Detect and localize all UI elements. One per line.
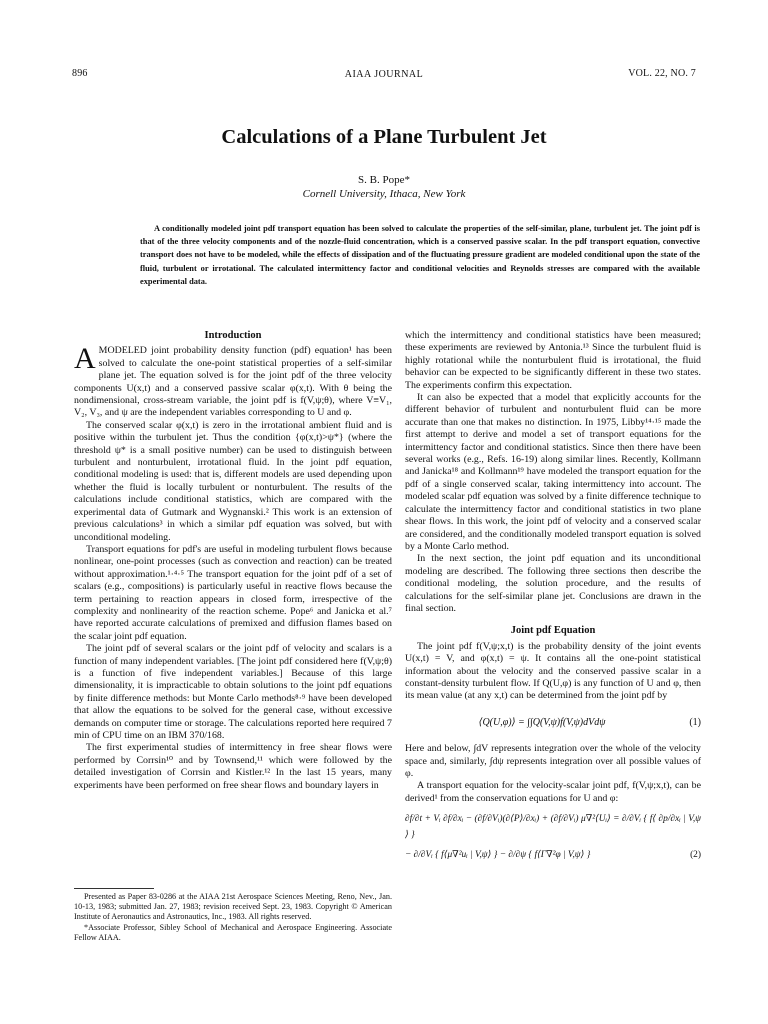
footnote-divider bbox=[74, 888, 154, 889]
page-number: 896 bbox=[72, 68, 88, 79]
equation-1-expression: ⟨Q(U,φ)⟩ = ∫∫Q(V,ψ)f(V,ψ)dVdψ bbox=[478, 716, 606, 728]
paper-title: Calculations of a Plane Turbulent Jet bbox=[221, 126, 547, 148]
equation-2-line-2: − ∂/∂Vᵢ { f⟨μ∇²uᵢ | V,ψ⟩ } − ∂/∂ψ { f⟨Γ∇²φ | V,ψ⟩ } bbox=[405, 850, 591, 861]
footnotes bbox=[74, 892, 392, 943]
paragraph: The conserved scalar φ(x,t) is zero in the irrotational ambient fluid and is positive within the turbulent jet. Thus the condition {φ(x,t)>ψ*} (where the threshold ψ* is a small positive number) can be used to distinguish between turbulent and nonturbulent, irrotational fluid. In the joint pdf equation, conditional modeling is used: that is, different models are used depending upon whether the fluid is locally turbulent or nonturbulent. The results of the calculations include conditional statistics, which are compared with the experimental data of Gutmark and Wygnanski.² This work is an extension of previous calculations³ in which a similar pdf equation was solved, but with unconditional modeling. bbox=[74, 419, 392, 543]
section-heading-introduction: Introduction bbox=[204, 330, 262, 341]
drop-cap: A bbox=[74, 342, 96, 376]
paragraph: The joint pdf f(V,ψ;x,t) is the probability density of the joint events U(x,t) = V, and φ(x,t) = ψ. It contains all the one-point statistical information about the velocity and the conserved passive scalar in a constant-density turbulent flow. If Q(U,φ) is any function of U and φ, then its mean value (at any x,t) can be determined from the joint pdf by bbox=[405, 640, 701, 702]
footnote-submission: Presented as Paper 83-0286 at the AIAA 21st Aerospace Sciences Meeting, Reno, Nev., Jan. 10-13, 1983; submitted Jan. 27, 1983; revision received Sept. 23, 1983. Copyright © American Institute of Aeronautics and Astronautics, Inc., 1983. All rights reserved. bbox=[74, 892, 392, 922]
intro-paragraph-text: MODELED joint probability density function (pdf) equation¹ has been solved to calculate the one-point statistical properties of a self-similar plane jet. The equation solved is for the joint pdf of the three velocity components U(x,t) and a conserved passive scalar φ(x,t). With θ being the nondimensional, cross-stream variable, the joint pdf is f(V,ψ;θ), where V≡V₁, V₂, V₃, and ψ are the independent variables corresponding to U and φ. bbox=[74, 345, 392, 419]
equation-1 bbox=[405, 717, 701, 729]
paragraph: The joint pdf of several scalars or the joint pdf of velocity and scalars is a function of many independent variables. [The joint pdf considered here f(V,ψ;θ) is a function of five independent variables.] Because of this large dimensionality, it is impracticable to obtain solutions to the joint pdf equations by finite difference methods: but Monte Carlo methods⁸·⁹ have been developed that allow the equations to be solved for the general case, without excessive demands on computer time or storage. The calculations reported here required 7 min of CPU time on an IBM 370/168. bbox=[74, 643, 392, 741]
equation-2-number: (2) bbox=[690, 850, 701, 861]
paragraph: Transport equations for pdf's are useful in modeling turbulent flows because nonlinear, one-point processes (such as convection and reaction) can be treated without approximation.¹·⁴·⁵ The transport equation for the joint pdf of a set of scalars (e.g., compositions) is particularly useful in reactive flows because the term pertaining to reaction appears in closed form, irrespective of the complexity and nonlinearity of the reaction scheme. Pope⁶ and Janicka et al.⁷ have reported accurate calculations of premixed and diffusion flames based on the scalar joint pdf equation. bbox=[74, 543, 392, 642]
equation-2-line-1: ∂f/∂t + Vᵢ ∂f/∂xᵢ − (∂f/∂Vᵢ)(∂⟨P⟩/∂xᵢ) + (∂f/∂Vᵢ) μ∇²⟨Uᵢ⟩ = ∂/∂Vᵢ { f⟨ ∂p/∂xᵢ | V,ψ ⟩ } bbox=[405, 814, 701, 841]
paragraph: Here and below, ∫dV represents integration over the whole of the velocity space and, similarly, ∫dψ represents integration over all possible values of φ. bbox=[405, 743, 701, 779]
section-heading-joint-pdf: Joint pdf Equation bbox=[510, 625, 596, 637]
author-name: S. B. Pope* bbox=[358, 174, 410, 186]
paragraph: The first experimental studies of intermittency in free shear flows were performed by Corrsin¹⁰ and by Townsend,¹¹ which were followed by the detailed investigation of Corrsin and Kistler.¹² In the last 15 years, many experiments have been performed on free shear flows and boundary layers in bbox=[74, 742, 392, 791]
footnote-author: *Associate Professor, Sibley School of Mechanical and Aerospace Engineering. Associate Fellow AIAA. bbox=[74, 922, 392, 942]
paragraph: It can also be expected that a model that explicitly accounts for the different behavior of turbulent and nonturbulent fluid can be more accurate than one that makes no distinction. In 1975, Libby¹⁴·¹⁵ made the first attempt to derive and model a set of transport equations for the intermittency factor and conditional statistics. Since then there have been several works (e.g., Refs. 16-19) along similar lines. Recently, Kollmann and Janicka¹⁸ and Kollmann¹⁹ have modeled the transport equation for the pdf of a single conserved scalar, taking intermittency into account. The modeled scalar pdf equation was solved by a finite difference technique to calculate the intermittency factor and conditional statistics in two plane shear flows. In this work, the joint pdf of velocity and a conserved scalar are considered, and the conditionally modeled transport equation is solved by a Monte Carlo method. bbox=[405, 392, 701, 552]
equation-2 bbox=[405, 811, 701, 863]
abstract: A conditionally modeled joint pdf transport equation has been solved to calculate the properties of the self-similar, plane, turbulent jet. The joint pdf is that of the three velocity components and of the nozzle-fluid concentration, which is a conserved passive scalar. In the pdf transport equation, convective transport does not have to be modeled, while the effects of dissipation and of the fluctuating pressure gradient are modeled conditional upon the state of the fluid, turbulent or irrotational. The calculated intermittency factor and conditional velocities and Reynolds stresses are compared with the available experimental data. bbox=[140, 224, 700, 286]
author-affiliation: Cornell University, Ithaca, New York bbox=[302, 188, 466, 200]
paragraph: which the intermittency and conditional statistics have been measured; these experiments are reviewed by Antonia.¹³ Since the turbulent fluid is highly rotational while the nonturbulent fluid is irrotational, the fluid behavior can be expected to be significantly different in these two states. The experiments confirm this expectation. bbox=[405, 330, 701, 391]
intro-paragraph bbox=[74, 342, 392, 419]
journal-name: AIAA JOURNAL bbox=[344, 69, 424, 80]
paragraph: A transport equation for the velocity-scalar joint pdf, f(V,ψ;x,t), can be derived¹ from the conservation equations for U and φ: bbox=[405, 780, 701, 804]
left-column bbox=[74, 328, 392, 792]
volume-info: VOL. 22, NO. 7 bbox=[628, 68, 696, 79]
paragraph: In the next section, the joint pdf equation and its unconditional modeling are described. The following three sections then describe the conditional modeling, the solution procedure, and the results of calculations for the self-similar plane jet. Conclusions are drawn in the final section. bbox=[405, 553, 701, 614]
right-column bbox=[405, 330, 701, 863]
equation-1-number: (1) bbox=[689, 716, 701, 728]
equation-2-line-2-row bbox=[405, 847, 701, 863]
